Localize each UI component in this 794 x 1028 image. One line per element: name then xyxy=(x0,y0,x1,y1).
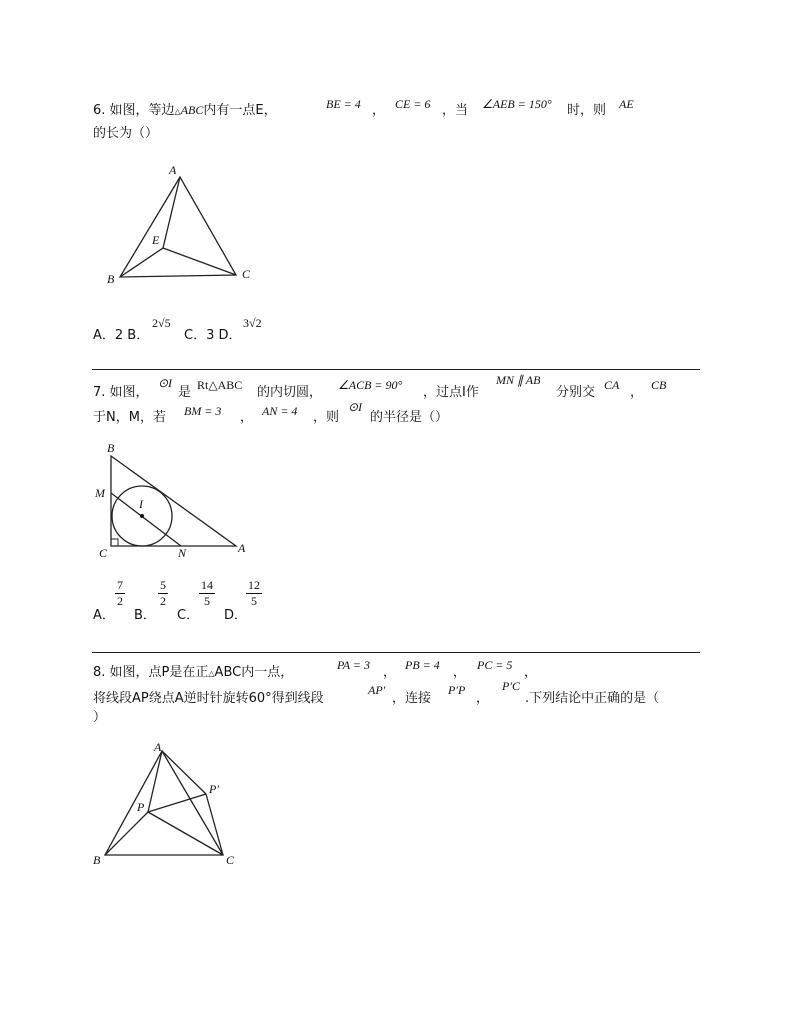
q8-text-5: ，连接 xyxy=(392,691,432,706)
q7-text-4: 分别交 xyxy=(556,385,596,400)
q8-text-2: ， xyxy=(383,665,397,680)
q7-option-c-den: 5 xyxy=(204,594,210,608)
q7-text-8: 的半径是（） xyxy=(370,410,449,425)
q8-pp-prime: P′P xyxy=(448,683,466,697)
q7-option-a-label: A． xyxy=(93,608,115,623)
q7-text-1: 是 xyxy=(178,385,192,400)
q8-pc: PC = 5 xyxy=(477,658,513,672)
q7-ca: CA xyxy=(604,378,620,392)
q7-an: AN = 4 xyxy=(262,404,298,418)
q6-option-b-value: 2√5 xyxy=(152,316,171,330)
q8-segment-pp-prime xyxy=(148,794,206,812)
q8-number-text: 8. 如图，点P是在正 xyxy=(93,665,209,680)
q8-label-p: P xyxy=(137,800,145,814)
q8-segment-pb xyxy=(105,812,148,855)
q7-option-b-num: 5 xyxy=(160,578,166,592)
q8-triangle-symbol: △ xyxy=(208,669,215,678)
q8-text-6: ， xyxy=(476,691,490,706)
q8-segment-p-prime-c xyxy=(206,794,223,855)
q7-text-2: 的内切圆， xyxy=(257,385,323,400)
q8-pb: PB = 4 xyxy=(405,658,440,672)
q8-label-a: A xyxy=(154,740,162,754)
q6-label-e: E xyxy=(152,233,160,247)
q8-text-7: .下列结论中正确的是（ xyxy=(525,691,660,706)
q8-text-3: ， xyxy=(453,665,467,680)
q8-segment-pc xyxy=(148,812,223,855)
q8-ap-prime: AP′ xyxy=(368,683,386,697)
q7-text-5: ， xyxy=(630,385,644,400)
q8-segment-ap xyxy=(148,751,162,812)
q6-text-1: 内有一点E， xyxy=(203,103,277,118)
q8-label-b: B xyxy=(93,853,101,867)
q7-option-a-den: 2 xyxy=(117,594,123,608)
q8-line2-text: 将线段AP绕点A逆时针旋转60°得到线段 xyxy=(93,691,324,706)
q7-mn-parallel-ab: MN ∥ AB xyxy=(496,373,541,387)
q7-number-text: 7. 如图， xyxy=(93,385,149,400)
q6-be: BE = 4 xyxy=(326,97,361,111)
q7-label-c: C xyxy=(99,546,108,560)
q6-ce: CE = 6 xyxy=(395,97,431,111)
q6-text-2: ，当 xyxy=(442,103,469,118)
q6-number-text: 6. 如图，等边 xyxy=(93,103,175,118)
q7-option-c-num: 14 xyxy=(201,578,213,592)
q7-option-d-num: 12 xyxy=(248,578,260,592)
q7-option-b-den: 2 xyxy=(160,594,166,608)
q7-text-3: ，过点I作 xyxy=(423,385,479,400)
q7-label-m: M xyxy=(95,486,105,500)
q7-label-i: I xyxy=(139,497,143,511)
q8-label-c: C xyxy=(226,853,235,867)
q7-option-c-label: C． xyxy=(177,608,200,623)
q6-options-cd: C．3 D． xyxy=(184,328,242,343)
q8-line3: ） xyxy=(93,710,107,725)
q7-option-d-label: D． xyxy=(224,608,248,623)
q7-rt-abc: Rt△ABC xyxy=(197,378,243,392)
q7-option-b-label: B． xyxy=(134,608,156,623)
q7-label-n: N xyxy=(178,546,187,560)
q7-line2-text: 于N，M，若 xyxy=(93,410,166,425)
q6-options-ab: A．2 B． xyxy=(93,328,150,343)
q7-circle-i: ⊙I xyxy=(158,376,173,390)
q7-cb: CB xyxy=(651,378,667,392)
q6-ae: AE xyxy=(619,97,634,111)
q7-label-a: A xyxy=(238,541,246,555)
q6-label-a: A xyxy=(169,163,177,177)
q8-pa: PA = 3 xyxy=(337,658,370,672)
q6-line2: 的长为（） xyxy=(93,126,159,141)
q6-comma: ， xyxy=(372,103,386,118)
q7-circle-i-2: ⊙I xyxy=(348,400,363,414)
q8-text-4: ， xyxy=(524,665,538,680)
q8-triangle-abc xyxy=(105,751,223,855)
q7-angle-acb: ∠ACB = 90° xyxy=(338,378,403,392)
q7-bm: BM = 3 xyxy=(184,404,222,418)
q6-option-d-value: 3√2 xyxy=(243,316,262,330)
q6-label-b: B xyxy=(107,272,115,286)
q6-text-3: 时，则 xyxy=(567,103,607,118)
triangle-symbol: △ xyxy=(174,107,181,116)
q7-option-a-num: 7 xyxy=(117,578,123,592)
q7-option-d-den: 5 xyxy=(251,594,257,608)
q8-label-p-prime: P′ xyxy=(209,782,219,796)
q7-text-7: ，则 xyxy=(313,410,340,425)
q6-label-c: C xyxy=(242,267,251,281)
q8-text-1: ABC内一点， xyxy=(214,665,294,680)
q7-text-6: ， xyxy=(240,410,254,425)
q7-label-b: B xyxy=(107,441,115,455)
q6-abc: ABC xyxy=(180,103,204,117)
q8-pc-prime: P′C xyxy=(502,679,520,693)
q6-angle-aeb: ∠AEB = 150° xyxy=(482,97,552,111)
